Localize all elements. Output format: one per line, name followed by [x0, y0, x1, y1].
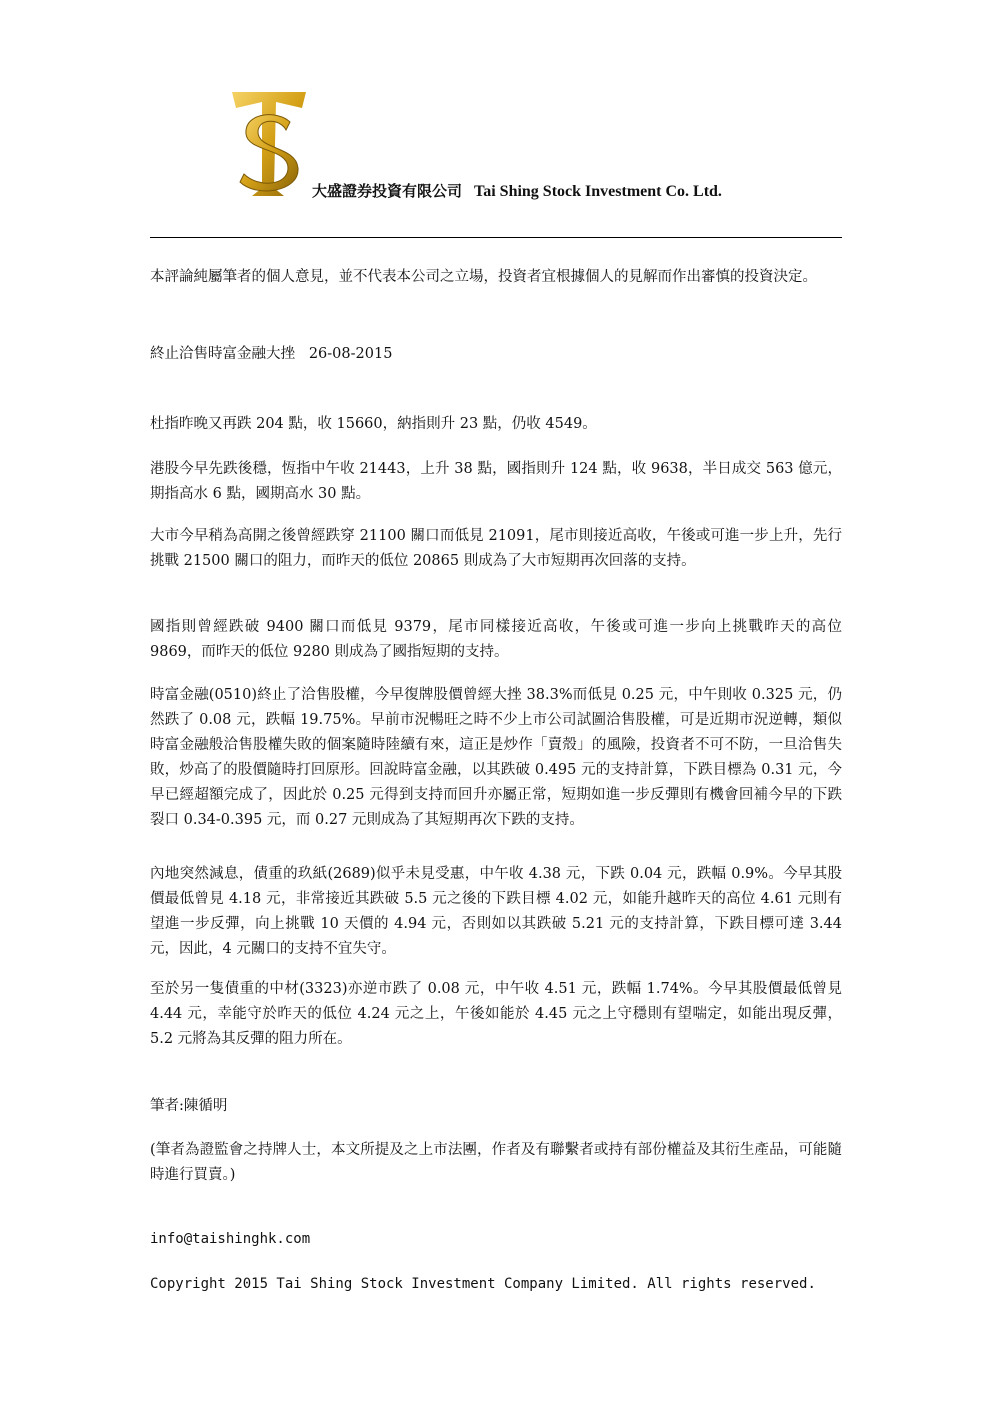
company-logo	[228, 88, 310, 200]
article-heading	[150, 342, 842, 367]
paragraph: 杜指昨晚又再跌 204 點，收 15660，納指則升 23 點，仍收 4549。	[150, 416, 597, 432]
copyright: Copyright 2015 Tai Shing Stock Investment Company Limited. All rights reserved.	[150, 1276, 816, 1292]
contact-email[interactable]: info@taishinghk.com	[150, 1231, 311, 1247]
author-note: (筆者為證監會之持牌人士，本文所提及之上市法團，作者及有聯繫者或持有部份權益及其衍生產品，可能隨時進行買賣。)	[150, 1142, 842, 1183]
header-divider	[150, 237, 842, 238]
article-date: 26-08-2015	[308, 346, 393, 362]
paragraph: 國指則曾經跌破 9400 關口而低見 9379，尾市同樣接近高收，午後或可進一步向上挑戰昨天的高位 9869，而昨天的低位 9280 則成為了國指短期的支持。	[150, 619, 842, 660]
company-name-zh: 大盛證券投資有限公司	[312, 182, 463, 200]
paragraph: 港股今早先跌後穩，恆指中午收 21443，上升 38 點，國指則升 124 點，收 9638，半日成交 563 億元，期指高水 6 點，國期高水 30 點。	[150, 461, 842, 502]
company-name-en: Tai Shing Stock Investment Co. Ltd.	[474, 183, 722, 200]
paragraph: 至於另一隻債重的中材(3323)亦逆市跌了 0.08 元，中午收 4.51 元，跌幅 1.74%。今早其股價最低曾見 4.44 元，幸能守於昨天的低位 4.24 元之上，午後如能於 4.45 元之上守穩則有望喘定，如能出現反彈，5.2 元將為其反彈的阻力所在。	[150, 981, 842, 1047]
paragraph: 時富金融(0510)終止了洽售股權，今早復牌股價曾經大挫 38.3%而低見 0.25 元，中午則收 0.325 元，仍然跌了 0.08 元，跌幅 19.75%。早前市況暢旺之時不少上市公司試圖洽售股權，可是近期市況逆轉，類似時富金融般洽售股權失敗的個案隨時陸續有來，這正是炒作「賣殼」的風險，投資者不可不防，一旦洽售失敗，炒高了的股價隨時打回原形。回說時富金融，以其跌破 0.495 元的支持計算，下跌目標為 0.31 元，今早已經超額完成了，因此於 0.25 元得到支持而回升亦屬正常，短期如進一步反彈則有機會回補今早的下跌裂口 0.34-0.395 元，而 0.27 元則成為了其短期再次下跌的支持。	[150, 687, 842, 828]
author: 筆者:陳循明	[150, 1098, 228, 1114]
paragraph: 內地突然減息，債重的玖紙(2689)似乎未見受惠，中午收 4.38 元，下跌 0.04 元，跌幅 0.9%。今早其股價最低曾見 4.18 元，非常接近其跌破 5.5 元之後的下跌目標 4.02 元，如能升越昨天的高位 4.61 元則有望進一步反彈，向上挑戰 10 天價的 4.94 元，否則如以其跌破 5.21 元的支持計算，下跌目標可達 3.44 元，因此，4 元關口的支持不宜失守。	[150, 866, 842, 957]
disclaimer: 本評論純屬筆者的個人意見，並不代表本公司之立場，投資者宜根據個人的見解而作出審慎的投資決定。	[150, 269, 817, 285]
article-title: 終止洽售時富金融大挫	[150, 346, 295, 362]
paragraph: 大市今早稍為高開之後曾經跌穿 21100 關口而低見 21091，尾市則接近高收，午後或可進一步上升，先行挑戰 21500 關口的阻力，而昨天的低位 20865 則成為了大市短期再次回落的支持。	[150, 528, 842, 569]
company-name	[312, 180, 722, 201]
